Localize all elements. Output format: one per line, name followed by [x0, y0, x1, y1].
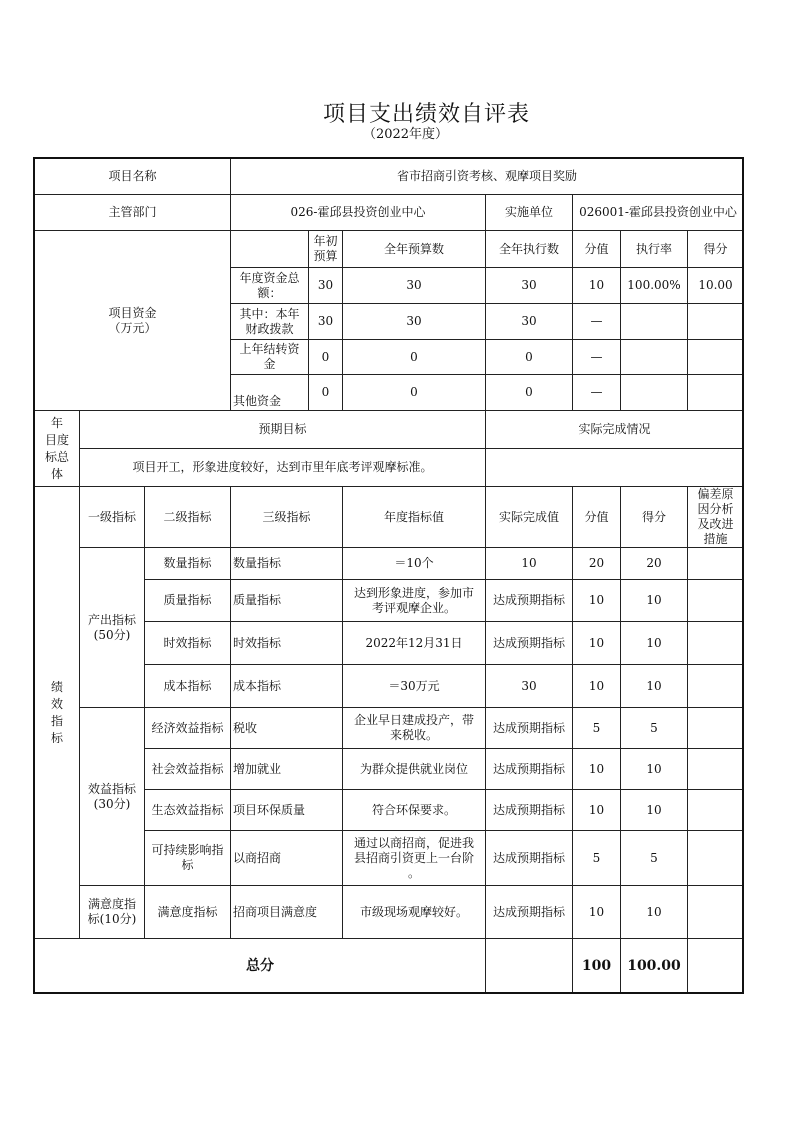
- indicator-target: 为群众提供就业岗位: [342, 748, 486, 790]
- funds-cell-budget: 30: [342, 267, 486, 304]
- total-score: 100.00: [620, 938, 688, 994]
- annual-goal-label: 年 目度 标总 体: [34, 410, 80, 487]
- expected-goal-text: 项目开工，形象进度较好，达到市里年底考评观摩标准。: [79, 448, 486, 487]
- indicator-note: [687, 547, 744, 580]
- indicator-level3: 以商招商: [230, 830, 343, 886]
- funds-cell-weight: 10: [572, 267, 621, 304]
- indicator-actual: 达成预期指标: [485, 885, 573, 939]
- funds-column-header: 执行率: [620, 230, 688, 268]
- funds-cell-weight: —: [572, 339, 621, 375]
- indicator-level2: 数量指标: [144, 547, 231, 580]
- funds-cell-initial: 0: [308, 374, 343, 411]
- department-label: 主管部门: [34, 194, 231, 231]
- indicator-score: 10: [620, 885, 688, 939]
- indicator-actual: 达成预期指标: [485, 707, 573, 749]
- performance-column-header: 分值: [572, 486, 621, 548]
- total-score-label: 总分: [34, 938, 486, 994]
- performance-column-header: 三级指标: [230, 486, 343, 548]
- indicator-level3: 时效指标: [230, 621, 343, 665]
- funds-column-header: [230, 230, 309, 268]
- funds-column-header: 全年执行数: [485, 230, 573, 268]
- total-note: [687, 938, 744, 994]
- indicator-weight: 10: [572, 748, 621, 790]
- indicator-score: 10: [620, 579, 688, 622]
- indicator-score: 10: [620, 664, 688, 708]
- indicator-score: 5: [620, 707, 688, 749]
- level1-indicator: 效益指标 (30分): [79, 707, 145, 886]
- funds-column-header: 分值: [572, 230, 621, 268]
- funds-cell-score: 10.00: [687, 267, 744, 304]
- indicator-weight: 10: [572, 789, 621, 831]
- indicator-level3: 项目环保质量: [230, 789, 343, 831]
- page-subtitle: （2022年度）: [362, 127, 449, 142]
- indicator-level2: 时效指标: [144, 621, 231, 665]
- indicator-target: 2022年12月31日: [342, 621, 486, 665]
- funds-cell-rate: 100.00%: [620, 267, 688, 304]
- indicator-target: 达到形象进度，参加市 考评观摩企业。: [342, 579, 486, 622]
- funds-cell-budget: 0: [342, 339, 486, 375]
- indicator-note: [687, 664, 744, 708]
- funds-cell-initial: 30: [308, 267, 343, 304]
- funds-cell-rate: [620, 374, 688, 411]
- indicator-target: 通过以商招商，促进我 县招商引资更上一台阶 。: [342, 830, 486, 886]
- indicator-actual: 达成预期指标: [485, 579, 573, 622]
- indicator-actual: 30: [485, 664, 573, 708]
- performance-column-header: 得分: [620, 486, 688, 548]
- indicator-note: [687, 830, 744, 886]
- funds-cell-executed: 0: [485, 339, 573, 375]
- funds-cell-name: 年度资金总 额：: [230, 267, 309, 304]
- funds-cell-executed: 30: [485, 267, 573, 304]
- indicator-target: 企业早日建成投产，带 来税收。: [342, 707, 486, 749]
- implementing-unit-label: 实施单位: [485, 194, 573, 231]
- indicator-note: [687, 748, 744, 790]
- indicator-level3: 数量指标: [230, 547, 343, 580]
- indicator-note: [687, 621, 744, 665]
- indicator-note: [687, 789, 744, 831]
- project-name-label: 项目名称: [34, 158, 231, 195]
- indicator-actual: 达成预期指标: [485, 621, 573, 665]
- funds-cell-executed: 30: [485, 303, 573, 340]
- indicator-level2: 可持续影响指 标: [144, 830, 231, 886]
- indicator-actual: 达成预期指标: [485, 830, 573, 886]
- performance-indicators-label: 绩 效 指 标: [34, 486, 80, 939]
- funds-cell-weight: —: [572, 303, 621, 340]
- indicator-weight: 5: [572, 707, 621, 749]
- indicator-level3: 招商项目满意度: [230, 885, 343, 939]
- total-weight: 100: [572, 938, 621, 994]
- indicator-target: ＝10个: [342, 547, 486, 580]
- indicator-score: 5: [620, 830, 688, 886]
- performance-column-header: 偏差原 因分析 及改进 措施: [687, 486, 744, 548]
- funds-cell-initial: 30: [308, 303, 343, 340]
- indicator-target: ＝30万元: [342, 664, 486, 708]
- funds-column-header: 年初 预算: [308, 230, 343, 268]
- funds-cell-executed: 0: [485, 374, 573, 411]
- actual-completion-header: 实际完成情况: [485, 410, 744, 449]
- indicator-level3: 质量指标: [230, 579, 343, 622]
- indicator-level2: 质量指标: [144, 579, 231, 622]
- indicator-actual: 达成预期指标: [485, 789, 573, 831]
- indicator-score: 10: [620, 621, 688, 665]
- level1-indicator: 产出指标 (50分): [79, 547, 145, 708]
- funds-cell-score: [687, 374, 744, 411]
- funds-cell-score: [687, 303, 744, 340]
- funds-cell-name: 其中：本年 财政拨款: [230, 303, 309, 340]
- indicator-weight: 10: [572, 579, 621, 622]
- indicator-level3: 税收: [230, 707, 343, 749]
- level1-indicator: 满意度指 标(10分): [79, 885, 145, 939]
- funds-cell-weight: —: [572, 374, 621, 411]
- funds-cell-name: 上年结转资 金: [230, 339, 309, 375]
- funds-cell-budget: 30: [342, 303, 486, 340]
- project-name-value: 省市招商引资考核、观摩项目奖励: [230, 158, 744, 195]
- indicator-note: [687, 707, 744, 749]
- funds-column-header: 全年预算数: [342, 230, 486, 268]
- funds-column-header: 得分: [687, 230, 744, 268]
- indicator-weight: 20: [572, 547, 621, 580]
- performance-column-header: 年度指标值: [342, 486, 486, 548]
- indicator-target: 符合环保要求。: [342, 789, 486, 831]
- indicator-level2: 满意度指标: [144, 885, 231, 939]
- funds-cell-initial: 0: [308, 339, 343, 375]
- performance-column-header: 实际完成值: [485, 486, 573, 548]
- indicator-note: [687, 885, 744, 939]
- indicator-level2: 经济效益指标: [144, 707, 231, 749]
- indicator-score: 20: [620, 547, 688, 580]
- performance-column-header: 一级指标: [79, 486, 145, 548]
- indicator-score: 10: [620, 789, 688, 831]
- indicator-level3: 成本指标: [230, 664, 343, 708]
- indicator-weight: 10: [572, 664, 621, 708]
- indicator-weight: 10: [572, 621, 621, 665]
- expected-goal-header: 预期目标: [79, 410, 486, 449]
- page-title: 项目支出绩效自评表: [322, 102, 530, 127]
- indicator-weight: 10: [572, 885, 621, 939]
- funds-cell-score: [687, 339, 744, 375]
- performance-column-header: 二级指标: [144, 486, 231, 548]
- funds-cell-budget: 0: [342, 374, 486, 411]
- indicator-target: 市级现场观摩较好。: [342, 885, 486, 939]
- indicator-score: 10: [620, 748, 688, 790]
- indicator-level3: 增加就业: [230, 748, 343, 790]
- indicator-level2: 社会效益指标: [144, 748, 231, 790]
- funds-cell-rate: [620, 339, 688, 375]
- indicator-actual: 10: [485, 547, 573, 580]
- actual-completion-text: [485, 448, 744, 487]
- funds-cell-name: 其他资金: [230, 374, 309, 411]
- funds-label: 项目资金 （万元）: [34, 230, 231, 411]
- indicator-level2: 成本指标: [144, 664, 231, 708]
- indicator-note: [687, 579, 744, 622]
- total-actual: [485, 938, 573, 994]
- indicator-actual: 达成预期指标: [485, 748, 573, 790]
- indicator-level2: 生态效益指标: [144, 789, 231, 831]
- indicator-weight: 5: [572, 830, 621, 886]
- department-value: 026-霍邱县投资创业中心: [230, 194, 486, 231]
- implementing-unit-value: 026001-霍邱县投资创业中心: [572, 194, 744, 231]
- funds-cell-rate: [620, 303, 688, 340]
